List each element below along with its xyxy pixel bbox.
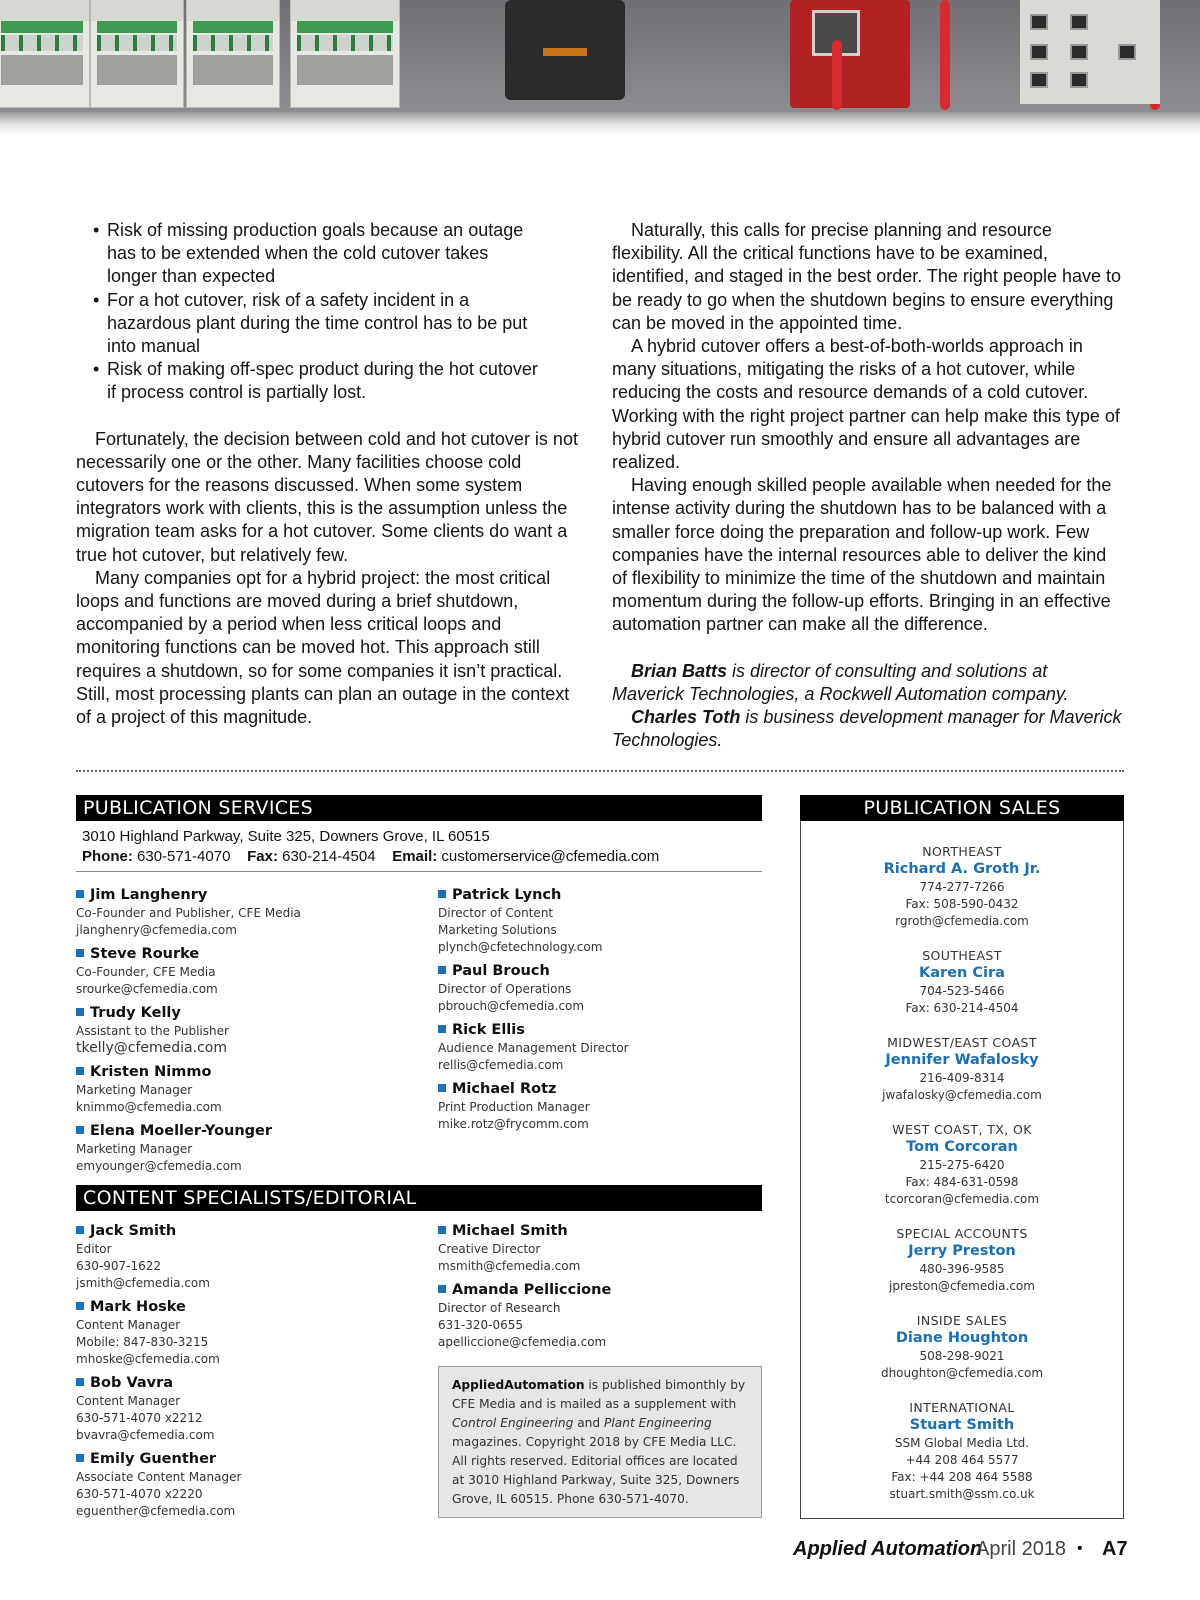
staff-email[interactable]: rellis@cfemedia.com bbox=[438, 1058, 564, 1072]
risk-item: • For a hot cutover, risk of a safety incident in a hazardous plant during the time control has to be put into manual bbox=[93, 289, 538, 359]
staff-title: Content Manager bbox=[76, 1318, 181, 1332]
region-title: INTERNATIONAL bbox=[909, 1400, 1015, 1415]
staff-name: Elena Moeller-Younger bbox=[76, 1122, 272, 1141]
staff-name: Michael Smith bbox=[438, 1222, 580, 1241]
sales-rep-line: 215-275-6420 bbox=[919, 1158, 1005, 1172]
notice-magazine: Control Engineering bbox=[452, 1416, 574, 1430]
staff-title: Content Manager bbox=[76, 1394, 181, 1408]
notice-text: magazines. Copyright 2018 by CFE Media LLC. All rights reserved. Editorial offices are located at 3010 Highland Parkway, Suite 325, Downers Grove, IL 60515. Phone 630-571-4070. bbox=[452, 1435, 740, 1506]
email-link[interactable]: customerservice@cfemedia.com bbox=[437, 848, 660, 865]
sales-rep-line: SSM Global Media Ltd. bbox=[894, 1436, 1030, 1450]
staff-title: Co-Founder, CFE Media bbox=[76, 965, 216, 979]
article-paragraph: Many companies opt for a hybrid project: the most critical loops and functions are moved during a brief shutdown, accompanied by a period when less critical loops and monitoring functions can be moved hot. This approach still requires a shutdown, so for some companies it isn’t practical. Still, most processing plants can plan an outage in the context of a project of this magnitude. bbox=[76, 567, 570, 728]
article-right-column bbox=[612, 219, 1124, 752]
staff-entry bbox=[438, 1222, 580, 1275]
sales-rep-line: Fax: +44 208 464 5588 bbox=[891, 1470, 1033, 1484]
staff-email[interactable]: apelliccione@cfemedia.com bbox=[438, 1335, 607, 1349]
staff-email[interactable]: plynch@cfetechnology.com bbox=[438, 940, 603, 954]
sales-rep-line: 774-277-7266 bbox=[919, 880, 1005, 894]
power-module-4 bbox=[290, 0, 400, 108]
notice-brand: AppliedAutomation bbox=[452, 1378, 585, 1392]
red-cable-1 bbox=[832, 40, 842, 110]
staff-entry bbox=[76, 1374, 215, 1444]
staff-email[interactable]: srourke@cfemedia.com bbox=[76, 982, 218, 996]
staff-email[interactable]: mike.rotz@frycomm.com bbox=[438, 1117, 589, 1131]
staff-entry bbox=[438, 962, 584, 1015]
article-left-column bbox=[76, 219, 588, 729]
staff-email[interactable]: eguenther@cfemedia.com bbox=[76, 1504, 236, 1518]
sales-rep-email[interactable]: rgroth@cfemedia.com bbox=[895, 914, 1029, 928]
staff-email[interactable]: knimmo@cfemedia.com bbox=[76, 1100, 222, 1114]
fax-label: Fax: bbox=[247, 848, 278, 865]
sales-rep-email[interactable]: jpreston@cfemedia.com bbox=[889, 1279, 1035, 1293]
staff-title: Director of Research bbox=[438, 1301, 561, 1315]
staff-email[interactable]: jsmith@cfemedia.com bbox=[76, 1276, 210, 1290]
email-label: Email: bbox=[392, 848, 438, 865]
sales-region bbox=[800, 1121, 1124, 1208]
staff-title: Creative Director bbox=[438, 1242, 541, 1256]
sales-rep-name: Karen Cira bbox=[919, 965, 1005, 981]
staff-name: Trudy Kelly bbox=[76, 1004, 229, 1023]
sales-rep-email[interactable]: tcorcoran@cfemedia.com bbox=[884, 1192, 1040, 1206]
staff-title: Assistant to the Publisher bbox=[76, 1024, 229, 1038]
region-title: MIDWEST/EAST COAST bbox=[887, 1035, 1037, 1050]
staff-entry bbox=[76, 945, 218, 998]
notice-text: is published bimonthly by CFE Media and is mailed as a supplement with bbox=[452, 1378, 746, 1411]
sales-region bbox=[800, 1225, 1124, 1295]
staff-name: Amanda Pelliccione bbox=[438, 1281, 611, 1300]
staff-name: Jack Smith bbox=[76, 1222, 210, 1241]
staff-name: Jim Langhenry bbox=[76, 886, 301, 905]
author-bio bbox=[612, 706, 1124, 752]
staff-title: Print Production Manager bbox=[438, 1100, 590, 1114]
staff-email[interactable]: jlanghenry@cfemedia.com bbox=[76, 923, 237, 937]
staff-title: Marketing Manager bbox=[76, 1142, 193, 1156]
staff-entry bbox=[76, 886, 301, 939]
risk-item: • Risk of making off-spec product during the hot cutover if process control is partially lost. bbox=[93, 358, 538, 404]
staff-email[interactable]: mhoske@cfemedia.com bbox=[76, 1352, 220, 1366]
sales-rep-line: 508-298-9021 bbox=[919, 1349, 1005, 1363]
staff-name: Kristen Nimmo bbox=[76, 1063, 222, 1082]
sales-rep-line: +44 208 464 5577 bbox=[905, 1453, 1019, 1467]
staff-name: Michael Rotz bbox=[438, 1080, 590, 1099]
fax-number: 630-214-4504 bbox=[277, 848, 376, 865]
notice-magazine: Plant Engineering bbox=[604, 1416, 712, 1430]
sales-rep-line: 216-409-8314 bbox=[919, 1071, 1005, 1085]
publication-services-heading: PUBLICATION SERVICES bbox=[76, 795, 762, 821]
staff-title: Director of Content bbox=[438, 906, 554, 920]
risk-item: • Risk of missing production goals because an outage has to be extended when the cold cutover takes longer than expected bbox=[93, 219, 538, 289]
risk-list bbox=[93, 219, 538, 405]
staff-name: Bob Vavra bbox=[76, 1374, 215, 1393]
dotted-divider bbox=[76, 770, 1124, 772]
staff-email[interactable]: bvavra@cfemedia.com bbox=[76, 1428, 215, 1442]
staff-entry bbox=[76, 1063, 222, 1116]
terminal-housing bbox=[505, 0, 625, 100]
sales-rep-line: 480-396-9585 bbox=[919, 1262, 1005, 1276]
phone-label: Phone: bbox=[82, 848, 133, 865]
sales-rep-name: Jerry Preston bbox=[908, 1243, 1016, 1259]
staff-name: Patrick Lynch bbox=[438, 886, 602, 905]
header-photo bbox=[0, 0, 1200, 112]
content-specialists-heading: CONTENT SPECIALISTS/EDITORIAL bbox=[76, 1185, 762, 1211]
region-title: INSIDE SALES bbox=[916, 1313, 1008, 1328]
phone-number: 630-571-4070 bbox=[132, 848, 231, 865]
footer-separator: • bbox=[1077, 1540, 1083, 1557]
staff-phone: 630-571-4070 x2212 bbox=[76, 1411, 203, 1425]
publication-notice bbox=[438, 1366, 762, 1518]
power-module-3 bbox=[186, 0, 280, 108]
sales-region bbox=[800, 1312, 1124, 1382]
article-paragraph: A hybrid cutover offers a best-of-both-worlds approach in many situations, mitigating the risks of a hot cutover, while reducing the costs and resource demands of a cold cutover. Working with the right project partner can help make this type of hybrid cutover run smoothly and ensure all advantages are realized. bbox=[612, 336, 1120, 473]
footer-magazine-title: Applied Automation bbox=[793, 1538, 983, 1560]
sales-rep-line: 704-523-5466 bbox=[919, 984, 1005, 998]
article-paragraph: Naturally, this calls for precise planning and resource flexibility. All the critical functions have to be examined, identified, and staged in the best order. The right people have to be ready to go when the shutdown begins to ensure everything can be moved in the appointed time. bbox=[612, 220, 1122, 333]
staff-phone: 630-571-4070 x2220 bbox=[76, 1487, 203, 1501]
article-paragraph: Having enough skilled people available when needed for the intense activity during the shutdown has to be balanced with a smaller force doing the preparation and follow-up work. Few companies have the internal resources able to deliver the kind of flexibility to minimize the time of the shutdown and maintain momentum during the follow-up efforts. Bringing in an effective automation partner can make all the difference. bbox=[612, 475, 1112, 635]
footer-issue-date: April 2018 bbox=[976, 1538, 1067, 1560]
staff-phone: 630-907-1622 bbox=[76, 1259, 162, 1273]
staff-title: Marketing Manager bbox=[76, 1083, 193, 1097]
staff-entry bbox=[76, 1004, 229, 1057]
author-bio bbox=[612, 660, 1124, 706]
author-name: Brian Batts bbox=[631, 660, 728, 681]
author-bio-text: is director of consulting and solutions at Maverick Technologies, a Rockwell Automation company. bbox=[612, 660, 1069, 704]
region-title: SOUTHEAST bbox=[922, 948, 1002, 963]
staff-email[interactable]: emyounger@cfemedia.com bbox=[76, 1159, 242, 1173]
staff-entry bbox=[438, 1281, 611, 1351]
power-module-2 bbox=[90, 0, 184, 108]
staff-title: Editor bbox=[76, 1242, 112, 1256]
sales-rep-email[interactable]: dhoughton@cfemedia.com bbox=[880, 1366, 1044, 1380]
staff-name: Rick Ellis bbox=[438, 1021, 629, 1040]
staff-phone: Mobile: 847-830-3215 bbox=[76, 1335, 209, 1349]
staff-entry bbox=[76, 1298, 220, 1368]
staff-entry bbox=[76, 1122, 272, 1175]
staff-title: Co-Founder and Publisher, CFE Media bbox=[76, 906, 301, 920]
staff-name: Emily Guenther bbox=[76, 1450, 241, 1469]
sales-rep-email[interactable]: jwafalosky@cfemedia.com bbox=[882, 1088, 1042, 1102]
staff-name: Steve Rourke bbox=[76, 945, 218, 964]
staff-title: Director of Operations bbox=[438, 982, 572, 996]
staff-name: Mark Hoske bbox=[76, 1298, 220, 1317]
sales-rep-name: Jennifer Wafalosky bbox=[885, 1052, 1039, 1068]
staff-title: Associate Content Manager bbox=[76, 1470, 242, 1484]
services-address: 3010 Highland Parkway, Suite 325, Downers Grove, IL 60515 bbox=[82, 828, 490, 845]
sales-region bbox=[800, 1399, 1124, 1503]
staff-entry bbox=[76, 1450, 241, 1520]
red-network-device bbox=[790, 0, 910, 108]
region-title: WEST COAST, TX, OK bbox=[892, 1122, 1032, 1137]
sales-region bbox=[800, 843, 1124, 930]
staff-entry bbox=[438, 886, 602, 956]
staff-entry bbox=[438, 1080, 590, 1133]
staff-email[interactable]: tkelly@cfemedia.com bbox=[76, 1040, 227, 1056]
sales-rep-line: Fax: 630-214-4504 bbox=[905, 1001, 1019, 1015]
photo-shadow bbox=[0, 112, 1200, 136]
power-module-1 bbox=[0, 0, 90, 108]
staff-email[interactable]: pbrouch@cfemedia.com bbox=[438, 999, 585, 1013]
services-rule bbox=[76, 871, 762, 872]
red-cable-2 bbox=[940, 0, 950, 110]
staff-entry bbox=[438, 1021, 629, 1074]
page-number: A7 bbox=[1102, 1538, 1128, 1560]
publication-sales-heading: PUBLICATION SALES bbox=[800, 795, 1124, 821]
staff-title: Audience Management Director bbox=[438, 1041, 629, 1055]
sales-region bbox=[800, 947, 1124, 1017]
sales-rep-name: Diane Houghton bbox=[895, 1330, 1029, 1346]
sales-rep-email[interactable]: stuart.smith@ssm.co.uk bbox=[889, 1487, 1035, 1501]
sales-rep-line: Fax: 484-631-0598 bbox=[905, 1175, 1019, 1189]
region-title: SPECIAL ACCOUNTS bbox=[896, 1226, 1028, 1241]
ethernet-switch bbox=[1020, 0, 1160, 104]
sales-rep-name: Tom Corcoran bbox=[906, 1139, 1018, 1155]
notice-text: and bbox=[573, 1416, 605, 1430]
staff-phone: 631-320-0655 bbox=[438, 1318, 524, 1332]
staff-name: Paul Brouch bbox=[438, 962, 584, 981]
sales-rep-name: Richard A. Groth Jr. bbox=[883, 861, 1041, 877]
article-paragraph: Fortunately, the decision between cold and hot cutover is not necessarily one or the other. Many facilities choose cold cutovers for the reasons discussed. When some system integrators work with clients, this is the assumption unless the migration team asks for a hot cutover. Some clients do want a true hot cutover, but relatively few. bbox=[76, 428, 578, 565]
services-contact-line bbox=[82, 847, 659, 867]
sales-rep-name: Stuart Smith bbox=[909, 1417, 1015, 1433]
staff-email[interactable]: msmith@cfemedia.com bbox=[438, 1259, 581, 1273]
staff-entry bbox=[76, 1222, 210, 1292]
region-title: NORTHEAST bbox=[922, 844, 1002, 859]
sales-rep-line: Fax: 508-590-0432 bbox=[905, 897, 1019, 911]
staff-title: Marketing Solutions bbox=[438, 923, 557, 937]
sales-region bbox=[800, 1034, 1124, 1104]
author-bio-text: is business development manager for Maverick Technologies. bbox=[612, 707, 1122, 751]
author-name: Charles Toth bbox=[631, 707, 741, 728]
